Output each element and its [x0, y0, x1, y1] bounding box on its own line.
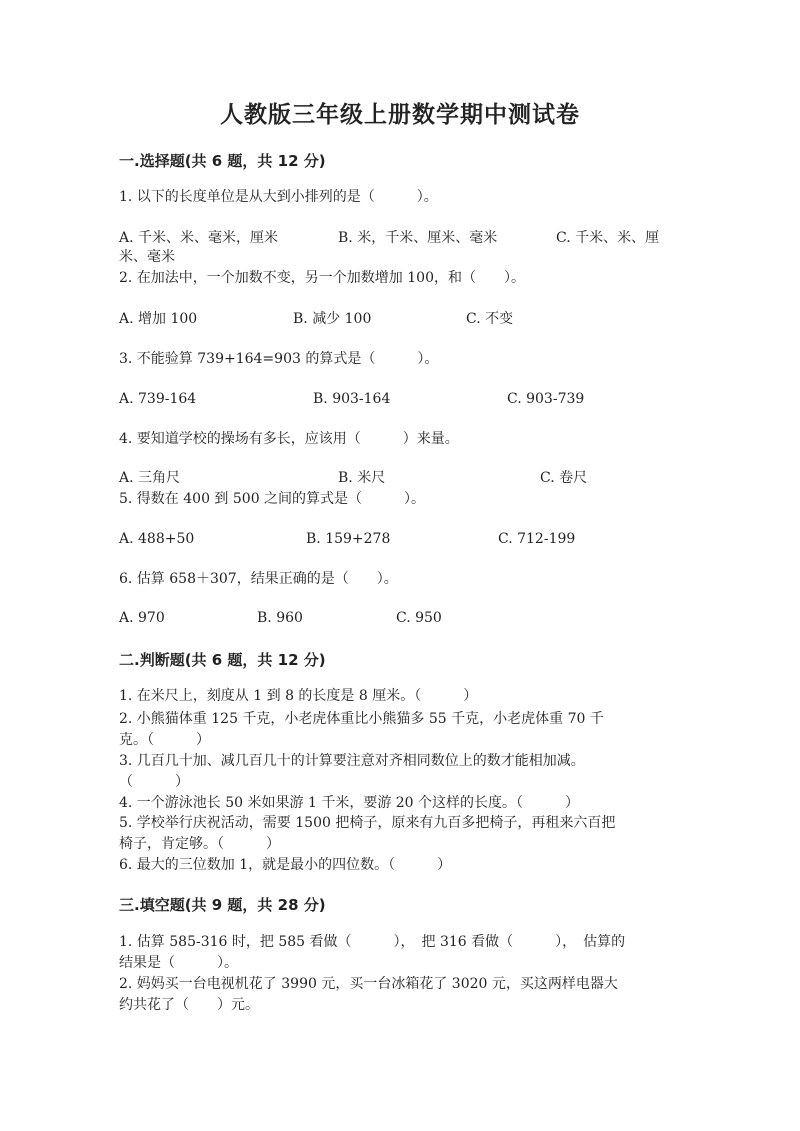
option-c-continued: 米、毫米	[119, 249, 175, 265]
option-b: B. 960	[257, 610, 303, 626]
option-c: C. 千米、米、厘	[556, 230, 660, 246]
option-b: B. 903-164	[313, 391, 391, 407]
fill-line: 2. 妈妈买一台电视机花了 3990 元，买一台冰箱花了 3020 元，买这两样电器大	[119, 976, 618, 992]
option-b: B. 159+278	[306, 531, 391, 547]
fill-line: 1. 估算 585-316 时，把 585 看做（ ）， 把 316 看做（ ）， 估算的	[119, 934, 626, 950]
option-b: B. 减少 100	[293, 311, 372, 327]
option-b: B. 米尺	[338, 470, 386, 486]
judgement-line: 6. 最大的三位数加 1，就是最小的四位数。（ ）	[119, 857, 452, 873]
option-a: A. 970	[119, 610, 165, 626]
judgement-line: 1. 在米尺上，刻度从 1 到 8 的长度是 8 厘米。（ ）	[119, 688, 478, 704]
question-stem: 4. 要知道学校的操场有多长，应该用（ ）来量。	[119, 431, 459, 447]
question-stem: 1. 以下的长度单位是从大到小排列的是（ ）。	[119, 189, 438, 205]
judgement-line: 2. 小熊猫体重 125 千克，小老虎体重比小熊猫多 55 千克，小老虎体重 70 千	[119, 711, 604, 727]
option-a: A. 488+50	[119, 531, 195, 547]
option-a: A. 增加 100	[119, 311, 198, 327]
page-title: 人教版三年级上册数学期中测试卷	[220, 102, 580, 128]
option-a: A. 739-164	[119, 391, 197, 407]
option-a: A. 千米、米、毫米，厘米	[119, 230, 279, 246]
judgement-line: 4. 一个游泳池长 50 米如果游 1 千米，要游 20 个这样的长度。（ ）	[119, 795, 580, 811]
option-a: A. 三角尺	[119, 470, 181, 486]
question-stem: 5. 得数在 400 到 500 之间的算式是（ ）。	[119, 491, 426, 507]
judgement-line: 5. 学校举行庆祝活动，需要 1500 把椅子，原来有九百多把椅子，再租来六百把	[119, 815, 616, 831]
section-heading-choice: 一.选择题(共 6 题，共 12 分)	[119, 152, 326, 170]
judgement-line: 椅子，肯定够。（ ）	[119, 836, 280, 852]
section-heading-judgement: 二.判断题(共 6 题，共 12 分)	[119, 651, 326, 669]
judgement-line: （ ）	[119, 774, 189, 790]
judgement-line: 3. 几百几十加、减几百几十的计算要注意对齐相同数位上的数才能相加减。	[119, 753, 585, 769]
option-c: C. 903-739	[507, 391, 585, 407]
section-heading-fill-blank: 三.填空题(共 9 题，共 28 分)	[119, 896, 326, 914]
fill-line: 结果是（ ）。	[119, 955, 238, 971]
option-b: B. 米，千米、厘米、毫米	[338, 230, 498, 246]
question-stem: 2. 在加法中，一个加数不变，另一个加数增加 100，和（ ）。	[119, 270, 525, 286]
question-stem: 3. 不能验算 739+164=903 的算式是（ ）。	[119, 351, 439, 367]
option-c: C. 不变	[466, 311, 514, 327]
fill-line: 约共花了（ ）元。	[119, 997, 259, 1013]
judgement-line: 克。（ ）	[119, 732, 210, 748]
option-c: C. 950	[396, 610, 442, 626]
option-c: C. 712-199	[498, 531, 576, 547]
option-c: C. 卷尺	[540, 470, 588, 486]
question-stem: 6. 估算 658＋307，结果正确的是（ ）。	[119, 571, 398, 587]
